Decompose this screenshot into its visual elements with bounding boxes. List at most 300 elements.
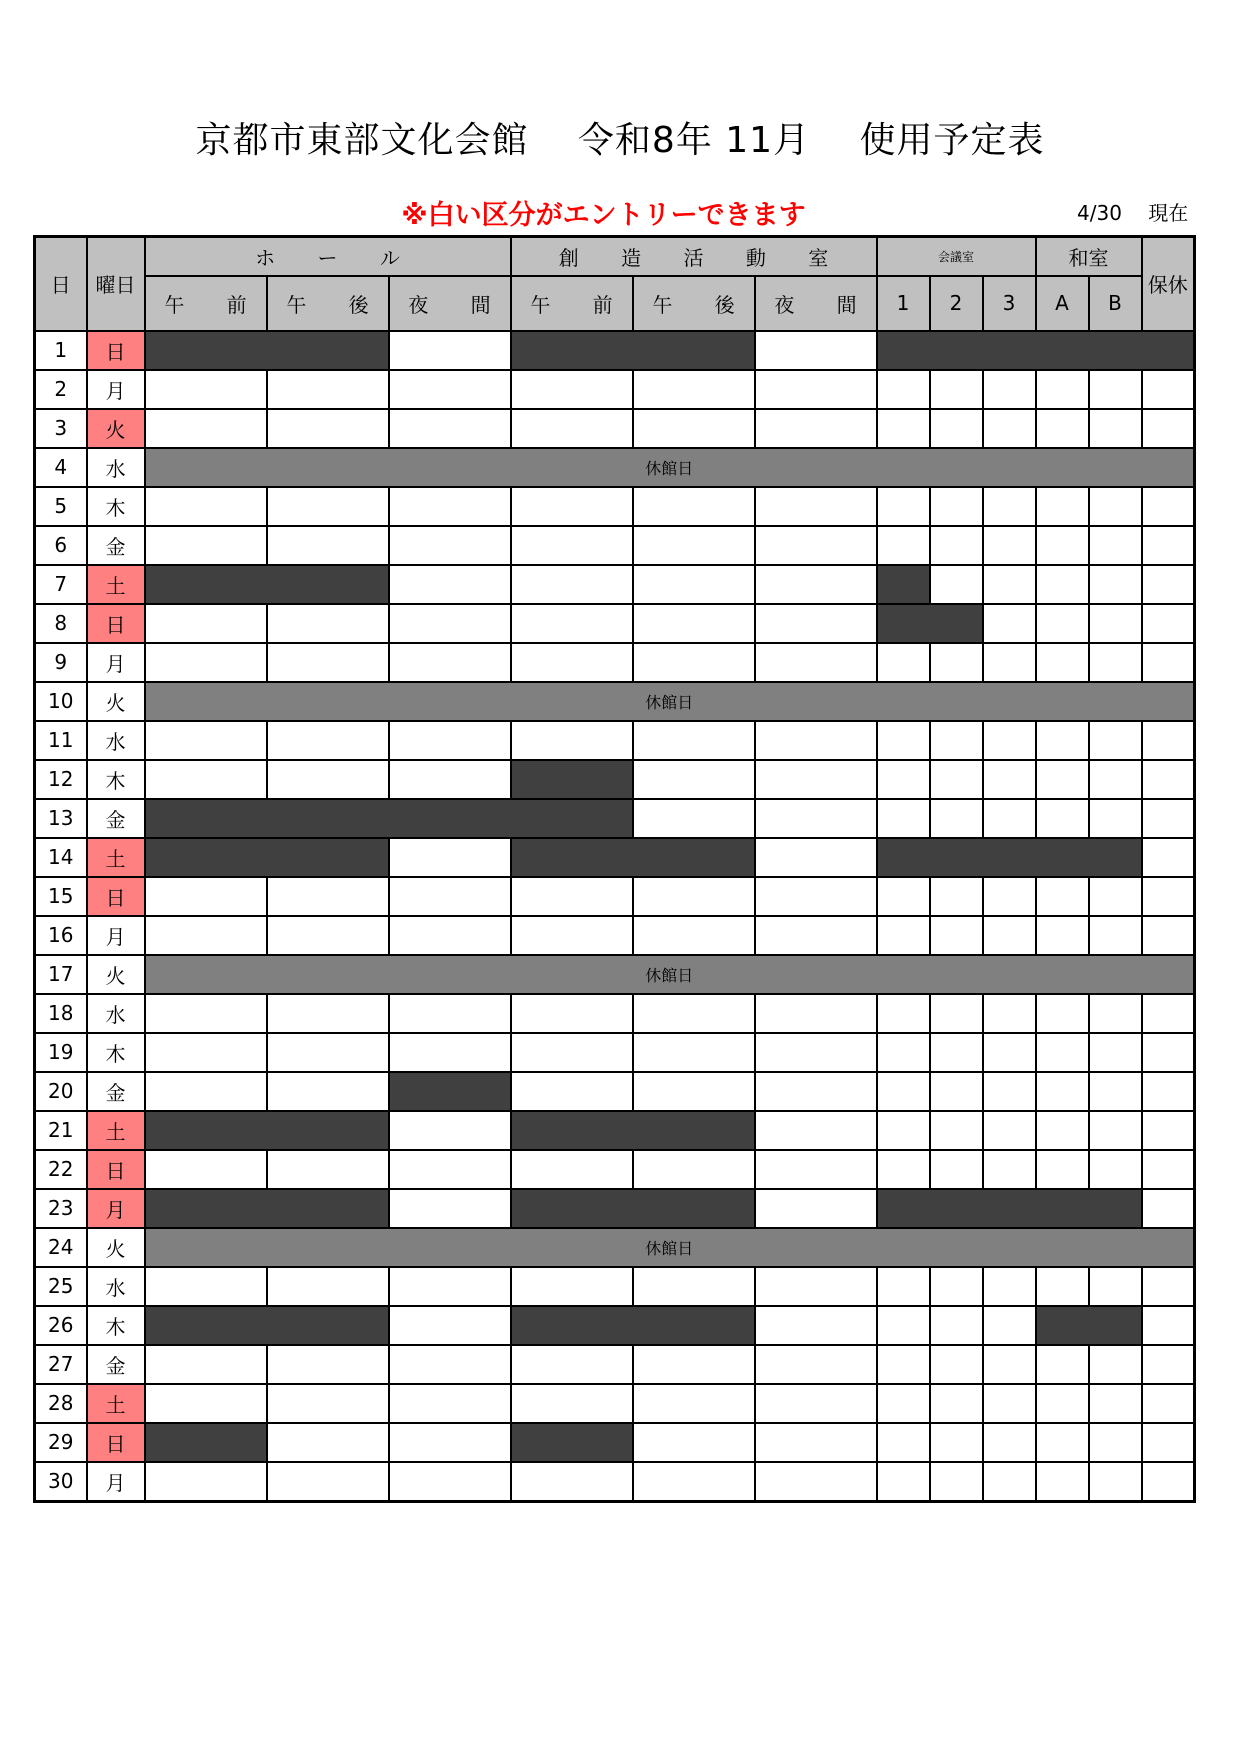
available-slot[interactable] xyxy=(145,994,267,1033)
available-slot[interactable] xyxy=(1036,526,1089,565)
available-slot[interactable] xyxy=(877,1462,930,1502)
day-number: 7 xyxy=(35,565,87,604)
available-slot[interactable] xyxy=(983,1462,1036,1502)
available-slot[interactable] xyxy=(145,721,267,760)
booked-slot xyxy=(145,565,389,604)
available-slot[interactable] xyxy=(930,1072,983,1111)
entry-notice: ※白い区分がエントリーできます xyxy=(401,200,806,231)
available-slot[interactable] xyxy=(145,526,267,565)
booked-slot xyxy=(877,604,983,643)
available-slot[interactable] xyxy=(511,994,633,1033)
available-slot[interactable] xyxy=(877,1384,930,1423)
available-slot[interactable] xyxy=(983,1072,1036,1111)
available-slot[interactable] xyxy=(267,916,389,955)
available-slot[interactable] xyxy=(755,526,877,565)
available-slot[interactable] xyxy=(389,331,511,370)
available-slot[interactable] xyxy=(511,721,633,760)
available-slot[interactable] xyxy=(267,643,389,682)
available-slot[interactable] xyxy=(389,1306,511,1345)
available-slot[interactable] xyxy=(633,1462,755,1502)
available-slot[interactable] xyxy=(983,409,1036,448)
available-slot[interactable] xyxy=(755,1462,877,1502)
weekday: 月 xyxy=(87,1189,145,1228)
available-slot[interactable] xyxy=(389,1033,511,1072)
available-slot[interactable] xyxy=(755,604,877,643)
available-slot[interactable] xyxy=(1142,526,1195,565)
available-slot[interactable] xyxy=(145,760,267,799)
available-slot[interactable] xyxy=(1036,370,1089,409)
available-slot[interactable] xyxy=(1089,1423,1142,1462)
available-slot[interactable] xyxy=(983,760,1036,799)
available-slot[interactable] xyxy=(877,1423,930,1462)
available-slot[interactable] xyxy=(930,721,983,760)
available-slot[interactable] xyxy=(983,526,1036,565)
day-row xyxy=(35,760,1195,799)
available-slot[interactable] xyxy=(145,877,267,916)
available-slot[interactable] xyxy=(1142,877,1195,916)
available-slot[interactable] xyxy=(633,526,755,565)
available-slot[interactable] xyxy=(1142,1150,1195,1189)
available-slot[interactable] xyxy=(983,1423,1036,1462)
booked-slot xyxy=(511,1111,755,1150)
available-slot[interactable] xyxy=(633,916,755,955)
available-slot[interactable] xyxy=(755,760,877,799)
available-slot[interactable] xyxy=(389,1150,511,1189)
booked-slot xyxy=(877,1189,1142,1228)
available-slot[interactable] xyxy=(983,721,1036,760)
available-slot[interactable] xyxy=(511,526,633,565)
available-slot[interactable] xyxy=(930,1150,983,1189)
available-slot[interactable] xyxy=(877,1033,930,1072)
available-slot[interactable] xyxy=(877,721,930,760)
available-slot[interactable] xyxy=(930,1306,983,1345)
closed-day-cell: 休館日 xyxy=(145,682,1195,721)
available-slot[interactable] xyxy=(389,526,511,565)
available-slot[interactable] xyxy=(755,1033,877,1072)
available-slot[interactable] xyxy=(930,643,983,682)
available-slot[interactable] xyxy=(1142,916,1195,955)
available-slot[interactable] xyxy=(877,1111,930,1150)
available-slot[interactable] xyxy=(755,370,877,409)
available-slot[interactable] xyxy=(145,1267,267,1306)
available-slot[interactable] xyxy=(267,721,389,760)
available-slot[interactable] xyxy=(983,916,1036,955)
available-slot[interactable] xyxy=(1089,370,1142,409)
available-slot[interactable] xyxy=(389,565,511,604)
available-slot[interactable] xyxy=(930,760,983,799)
available-slot[interactable] xyxy=(930,877,983,916)
available-slot[interactable] xyxy=(389,370,511,409)
header-meeting-room: 会議室 xyxy=(877,237,1036,276)
available-slot[interactable] xyxy=(389,994,511,1033)
closed-day-cell: 休館日 xyxy=(145,1228,1195,1267)
available-slot[interactable] xyxy=(1036,409,1089,448)
day-number: 13 xyxy=(35,799,87,838)
available-slot[interactable] xyxy=(633,1384,755,1423)
header-hall-morning: 午 前 xyxy=(145,276,267,331)
available-slot[interactable] xyxy=(983,1267,1036,1306)
available-slot[interactable] xyxy=(1142,760,1195,799)
available-slot[interactable] xyxy=(389,877,511,916)
available-slot[interactable] xyxy=(983,643,1036,682)
available-slot[interactable] xyxy=(1036,565,1089,604)
available-slot[interactable] xyxy=(633,487,755,526)
available-slot[interactable] xyxy=(1142,604,1195,643)
available-slot[interactable] xyxy=(983,1306,1036,1345)
available-slot[interactable] xyxy=(983,604,1036,643)
available-slot[interactable] xyxy=(930,370,983,409)
available-slot[interactable] xyxy=(755,1189,877,1228)
available-slot[interactable] xyxy=(1142,799,1195,838)
available-slot[interactable] xyxy=(1142,565,1195,604)
day-row xyxy=(35,604,1195,643)
available-slot[interactable] xyxy=(389,643,511,682)
available-slot[interactable] xyxy=(1142,721,1195,760)
available-slot[interactable] xyxy=(511,877,633,916)
available-slot[interactable] xyxy=(1089,565,1142,604)
available-slot[interactable] xyxy=(930,1384,983,1423)
available-slot[interactable] xyxy=(389,760,511,799)
available-slot[interactable] xyxy=(145,1462,267,1502)
available-slot[interactable] xyxy=(1089,487,1142,526)
available-slot[interactable] xyxy=(755,1150,877,1189)
available-slot[interactable] xyxy=(1036,1462,1089,1502)
available-slot[interactable] xyxy=(1036,877,1089,916)
available-slot[interactable] xyxy=(877,370,930,409)
available-slot[interactable] xyxy=(389,1384,511,1423)
available-slot[interactable] xyxy=(877,487,930,526)
available-slot[interactable] xyxy=(983,487,1036,526)
available-slot[interactable] xyxy=(1036,1267,1089,1306)
available-slot[interactable] xyxy=(1036,994,1089,1033)
available-slot[interactable] xyxy=(755,1423,877,1462)
available-slot[interactable] xyxy=(389,1462,511,1502)
available-slot[interactable] xyxy=(633,1150,755,1189)
available-slot[interactable] xyxy=(755,916,877,955)
available-slot[interactable] xyxy=(267,409,389,448)
header-creative-afternoon: 午 後 xyxy=(633,276,755,331)
available-slot[interactable] xyxy=(1089,1384,1142,1423)
available-slot[interactable] xyxy=(511,1384,633,1423)
available-slot[interactable] xyxy=(633,604,755,643)
available-slot[interactable] xyxy=(1036,1111,1089,1150)
available-slot[interactable] xyxy=(930,799,983,838)
available-slot[interactable] xyxy=(1142,370,1195,409)
available-slot[interactable] xyxy=(755,838,877,877)
available-slot[interactable] xyxy=(633,721,755,760)
available-slot[interactable] xyxy=(511,916,633,955)
available-slot[interactable] xyxy=(1142,1345,1195,1384)
available-slot[interactable] xyxy=(511,604,633,643)
available-slot[interactable] xyxy=(877,760,930,799)
available-slot[interactable] xyxy=(267,1462,389,1502)
available-slot[interactable] xyxy=(1036,916,1089,955)
available-slot[interactable] xyxy=(930,1423,983,1462)
booked-slot xyxy=(511,1189,755,1228)
available-slot[interactable] xyxy=(1142,643,1195,682)
available-slot[interactable] xyxy=(633,799,755,838)
available-slot[interactable] xyxy=(633,565,755,604)
available-slot[interactable] xyxy=(1142,1189,1195,1228)
available-slot[interactable] xyxy=(755,565,877,604)
available-slot[interactable] xyxy=(1036,487,1089,526)
available-slot[interactable] xyxy=(877,994,930,1033)
available-slot[interactable] xyxy=(633,1423,755,1462)
available-slot[interactable] xyxy=(983,1150,1036,1189)
available-slot[interactable] xyxy=(1089,604,1142,643)
available-slot[interactable] xyxy=(930,1267,983,1306)
day-row xyxy=(35,682,1195,721)
available-slot[interactable] xyxy=(1089,760,1142,799)
available-slot[interactable] xyxy=(389,604,511,643)
available-slot[interactable] xyxy=(633,877,755,916)
available-slot[interactable] xyxy=(1142,838,1195,877)
available-slot[interactable] xyxy=(267,1345,389,1384)
available-slot[interactable] xyxy=(755,1072,877,1111)
available-slot[interactable] xyxy=(1142,1267,1195,1306)
booked-slot xyxy=(145,838,389,877)
available-slot[interactable] xyxy=(145,1150,267,1189)
available-slot[interactable] xyxy=(1036,643,1089,682)
booked-slot xyxy=(511,838,755,877)
available-slot[interactable] xyxy=(1089,1345,1142,1384)
available-slot[interactable] xyxy=(983,994,1036,1033)
available-slot[interactable] xyxy=(983,565,1036,604)
available-slot[interactable] xyxy=(1036,1423,1089,1462)
available-slot[interactable] xyxy=(877,643,930,682)
available-slot[interactable] xyxy=(633,1033,755,1072)
available-slot[interactable] xyxy=(145,1033,267,1072)
available-slot[interactable] xyxy=(877,1150,930,1189)
available-slot[interactable] xyxy=(633,1267,755,1306)
available-slot[interactable] xyxy=(930,1462,983,1502)
available-slot[interactable] xyxy=(1036,760,1089,799)
available-slot[interactable] xyxy=(1142,1072,1195,1111)
available-slot[interactable] xyxy=(511,1072,633,1111)
available-slot[interactable] xyxy=(511,409,633,448)
available-slot[interactable] xyxy=(755,1306,877,1345)
available-slot[interactable] xyxy=(1036,721,1089,760)
available-slot[interactable] xyxy=(511,1462,633,1502)
available-slot[interactable] xyxy=(877,916,930,955)
available-slot[interactable] xyxy=(633,643,755,682)
available-slot[interactable] xyxy=(1089,721,1142,760)
available-slot[interactable] xyxy=(1142,1306,1195,1345)
available-slot[interactable] xyxy=(877,877,930,916)
available-slot[interactable] xyxy=(1089,526,1142,565)
available-slot[interactable] xyxy=(1036,1345,1089,1384)
available-slot[interactable] xyxy=(1089,1462,1142,1502)
available-slot[interactable] xyxy=(633,370,755,409)
available-slot[interactable] xyxy=(930,487,983,526)
available-slot[interactable] xyxy=(1089,1111,1142,1150)
available-slot[interactable] xyxy=(1142,994,1195,1033)
available-slot[interactable] xyxy=(267,1033,389,1072)
available-slot[interactable] xyxy=(877,1072,930,1111)
available-slot[interactable] xyxy=(755,409,877,448)
available-slot[interactable] xyxy=(1089,643,1142,682)
day-row xyxy=(35,1072,1195,1111)
available-slot[interactable] xyxy=(145,916,267,955)
available-slot[interactable] xyxy=(930,1033,983,1072)
available-slot[interactable] xyxy=(1036,1150,1089,1189)
available-slot[interactable] xyxy=(1142,1423,1195,1462)
available-slot[interactable] xyxy=(267,1150,389,1189)
available-slot[interactable] xyxy=(1089,1072,1142,1111)
day-number: 3 xyxy=(35,409,87,448)
available-slot[interactable] xyxy=(755,994,877,1033)
available-slot[interactable] xyxy=(1089,1033,1142,1072)
available-slot[interactable] xyxy=(145,643,267,682)
available-slot[interactable] xyxy=(1036,1072,1089,1111)
available-slot[interactable] xyxy=(389,916,511,955)
available-slot[interactable] xyxy=(983,877,1036,916)
available-slot[interactable] xyxy=(983,1111,1036,1150)
available-slot[interactable] xyxy=(511,565,633,604)
available-slot[interactable] xyxy=(877,799,930,838)
day-number: 11 xyxy=(35,721,87,760)
available-slot[interactable] xyxy=(267,487,389,526)
available-slot[interactable] xyxy=(1142,487,1195,526)
available-slot[interactable] xyxy=(983,799,1036,838)
available-slot[interactable] xyxy=(389,409,511,448)
day-number: 27 xyxy=(35,1345,87,1384)
available-slot[interactable] xyxy=(267,1423,389,1462)
available-slot[interactable] xyxy=(633,1345,755,1384)
available-slot[interactable] xyxy=(877,1345,930,1384)
available-slot[interactable] xyxy=(1036,604,1089,643)
available-slot[interactable] xyxy=(1089,1150,1142,1189)
available-slot[interactable] xyxy=(983,370,1036,409)
available-slot[interactable] xyxy=(755,1384,877,1423)
available-slot[interactable] xyxy=(1089,877,1142,916)
day-number: 18 xyxy=(35,994,87,1033)
available-slot[interactable] xyxy=(511,643,633,682)
available-slot[interactable] xyxy=(267,370,389,409)
available-slot[interactable] xyxy=(267,877,389,916)
available-slot[interactable] xyxy=(267,994,389,1033)
day-number: 30 xyxy=(35,1462,87,1502)
available-slot[interactable] xyxy=(633,1072,755,1111)
available-slot[interactable] xyxy=(930,565,983,604)
available-slot[interactable] xyxy=(930,1345,983,1384)
day-row xyxy=(35,877,1195,916)
available-slot[interactable] xyxy=(511,1345,633,1384)
available-slot[interactable] xyxy=(877,1267,930,1306)
available-slot[interactable] xyxy=(1089,799,1142,838)
available-slot[interactable] xyxy=(389,1423,511,1462)
available-slot[interactable] xyxy=(633,994,755,1033)
available-slot[interactable] xyxy=(389,1267,511,1306)
available-slot[interactable] xyxy=(755,877,877,916)
available-slot[interactable] xyxy=(877,1306,930,1345)
available-slot[interactable] xyxy=(389,838,511,877)
weekday: 金 xyxy=(87,1072,145,1111)
available-slot[interactable] xyxy=(1142,409,1195,448)
available-slot[interactable] xyxy=(1089,916,1142,955)
available-slot[interactable] xyxy=(389,721,511,760)
booked-slot xyxy=(389,1072,511,1111)
available-slot[interactable] xyxy=(389,1345,511,1384)
header-weekday: 曜日 xyxy=(87,237,145,331)
header-meeting-3: 3 xyxy=(983,276,1036,331)
available-slot[interactable] xyxy=(145,1072,267,1111)
available-slot[interactable] xyxy=(1089,409,1142,448)
available-slot[interactable] xyxy=(511,1267,633,1306)
available-slot[interactable] xyxy=(877,409,930,448)
available-slot[interactable] xyxy=(983,1384,1036,1423)
available-slot[interactable] xyxy=(145,409,267,448)
available-slot[interactable] xyxy=(755,1111,877,1150)
available-slot[interactable] xyxy=(755,487,877,526)
day-number: 20 xyxy=(35,1072,87,1111)
available-slot[interactable] xyxy=(389,487,511,526)
available-slot[interactable] xyxy=(1089,994,1142,1033)
available-slot[interactable] xyxy=(755,721,877,760)
available-slot[interactable] xyxy=(145,1384,267,1423)
available-slot[interactable] xyxy=(930,1111,983,1150)
available-slot[interactable] xyxy=(1142,1462,1195,1502)
available-slot[interactable] xyxy=(755,1345,877,1384)
day-number: 19 xyxy=(35,1033,87,1072)
weekday: 土 xyxy=(87,1384,145,1423)
available-slot[interactable] xyxy=(877,526,930,565)
available-slot[interactable] xyxy=(267,1072,389,1111)
available-slot[interactable] xyxy=(983,1033,1036,1072)
available-slot[interactable] xyxy=(389,1111,511,1150)
available-slot[interactable] xyxy=(930,916,983,955)
available-slot[interactable] xyxy=(267,1267,389,1306)
available-slot[interactable] xyxy=(511,1150,633,1189)
available-slot[interactable] xyxy=(267,604,389,643)
weekday: 火 xyxy=(87,955,145,994)
day-number: 12 xyxy=(35,760,87,799)
available-slot[interactable] xyxy=(930,994,983,1033)
available-slot[interactable] xyxy=(1142,1111,1195,1150)
available-slot[interactable] xyxy=(145,1345,267,1384)
available-slot[interactable] xyxy=(1036,799,1089,838)
booked-slot xyxy=(511,760,633,799)
header-creative-night: 夜 間 xyxy=(755,276,877,331)
available-slot[interactable] xyxy=(930,409,983,448)
available-slot[interactable] xyxy=(145,370,267,409)
available-slot[interactable] xyxy=(1142,1384,1195,1423)
available-slot[interactable] xyxy=(511,370,633,409)
day-row xyxy=(35,838,1195,877)
available-slot[interactable] xyxy=(930,526,983,565)
available-slot[interactable] xyxy=(267,526,389,565)
available-slot[interactable] xyxy=(633,409,755,448)
available-slot[interactable] xyxy=(633,760,755,799)
available-slot[interactable] xyxy=(145,604,267,643)
available-slot[interactable] xyxy=(267,1384,389,1423)
available-slot[interactable] xyxy=(511,1033,633,1072)
available-slot[interactable] xyxy=(755,799,877,838)
available-slot[interactable] xyxy=(389,1189,511,1228)
available-slot[interactable] xyxy=(755,643,877,682)
available-slot[interactable] xyxy=(755,331,877,370)
available-slot[interactable] xyxy=(1036,1033,1089,1072)
available-slot[interactable] xyxy=(983,1345,1036,1384)
available-slot[interactable] xyxy=(1142,1033,1195,1072)
weekday: 水 xyxy=(87,721,145,760)
available-slot[interactable] xyxy=(511,487,633,526)
available-slot[interactable] xyxy=(145,487,267,526)
available-slot[interactable] xyxy=(267,760,389,799)
available-slot[interactable] xyxy=(1036,1384,1089,1423)
available-slot[interactable] xyxy=(1089,1267,1142,1306)
available-slot[interactable] xyxy=(755,1267,877,1306)
